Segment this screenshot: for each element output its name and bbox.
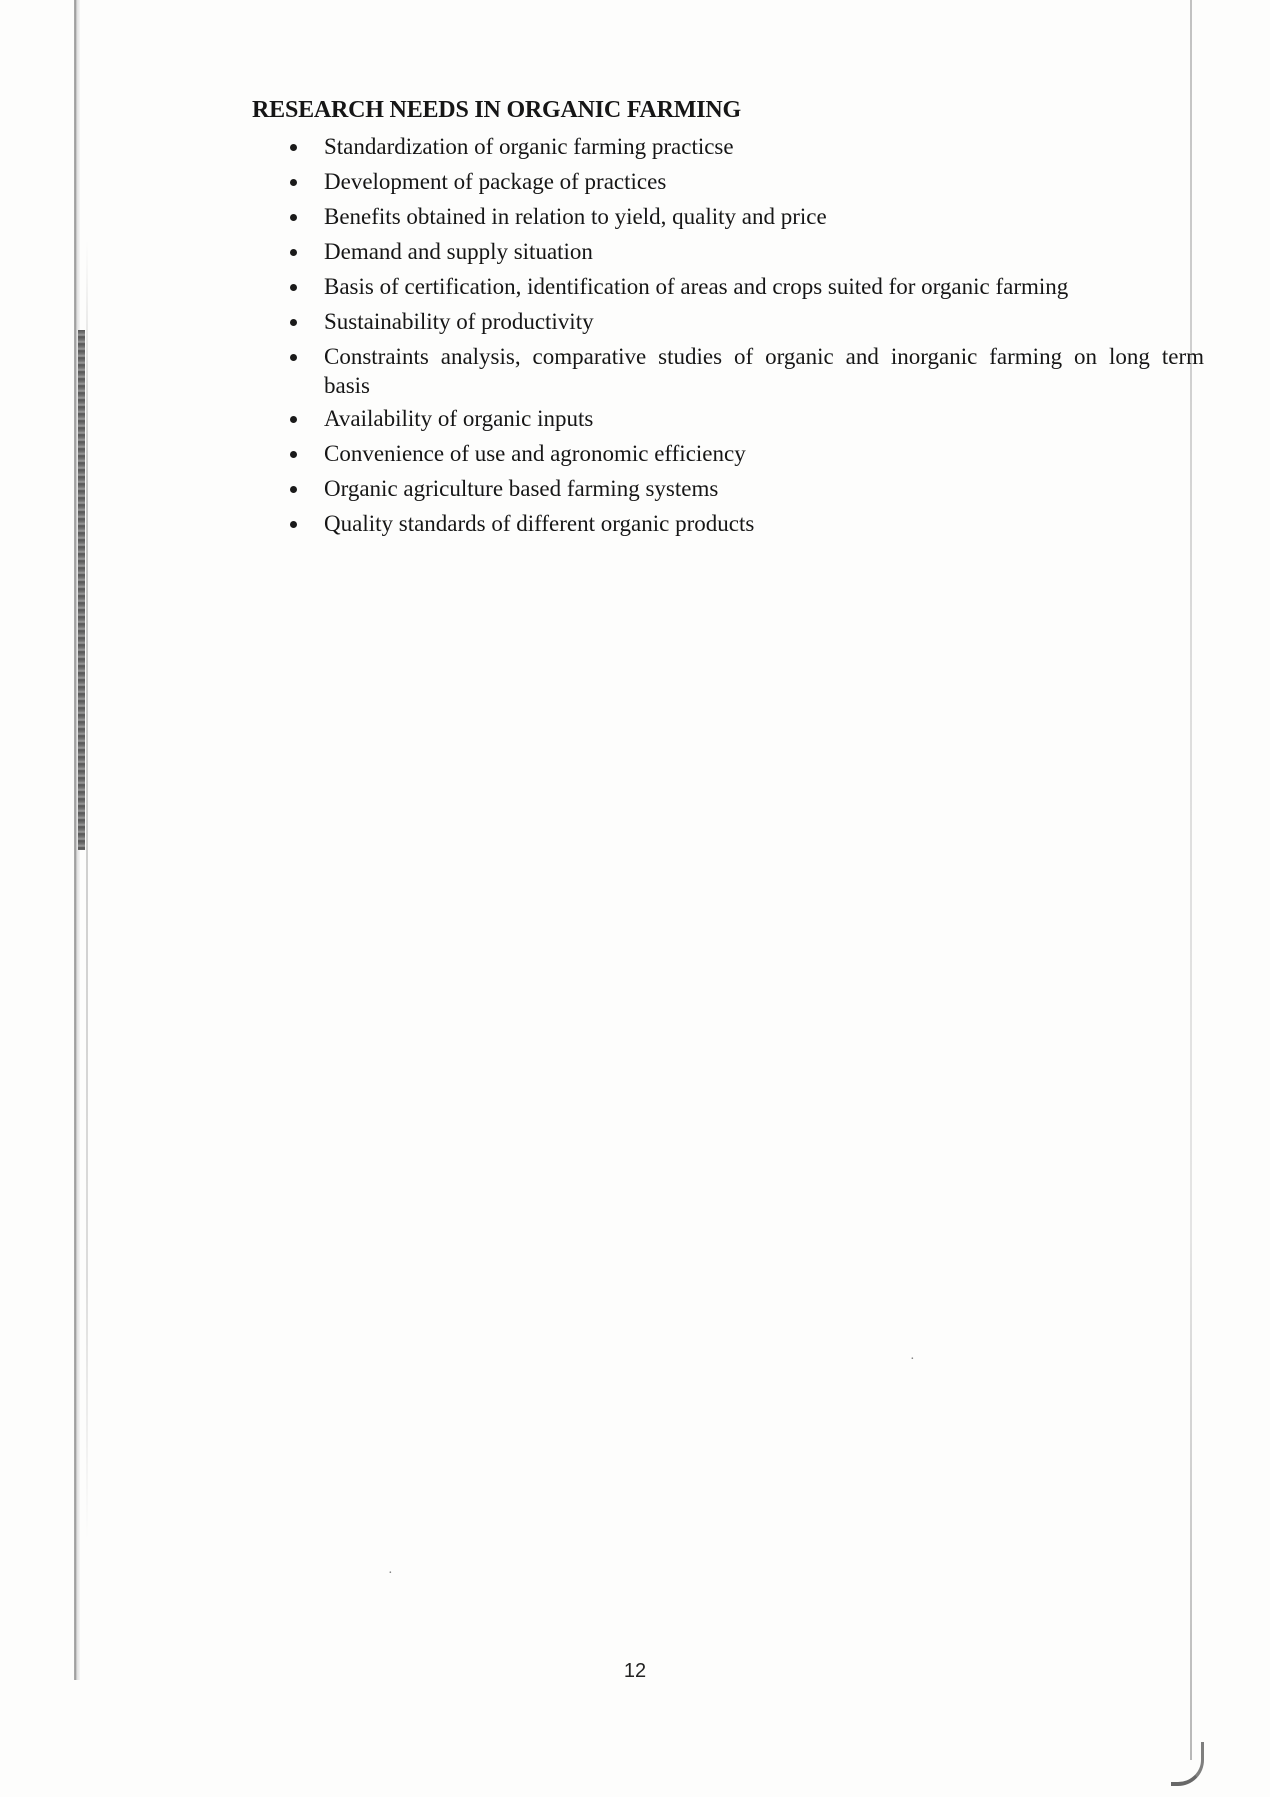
list-item-text: Organic agriculture based farming systems <box>324 476 719 501</box>
research-needs-list <box>252 132 1202 544</box>
list-item-text: Quality standards of different organic products <box>324 511 755 536</box>
list-item-text: Availability of organic inputs <box>324 406 594 431</box>
bullet-icon <box>290 144 297 151</box>
bullet-icon <box>290 284 297 291</box>
bullet-icon <box>290 214 297 221</box>
list-item-text: Benefits obtained in relation to yield, quality and price <box>324 204 827 229</box>
bullet-icon <box>290 486 297 493</box>
list-item-text: Basis of certification, identification of areas and crops suited for organic farming <box>324 274 1069 299</box>
list-item <box>252 474 1202 503</box>
list-item <box>252 237 1202 266</box>
list-item-text: Standardization of organic farming practicse <box>324 134 734 159</box>
list-item-text: Constraints analysis, comparative studies of organic and inorganic farming on long term basis <box>324 344 1204 398</box>
bullet-icon <box>290 416 297 423</box>
list-item-text: Sustainability of productivity <box>324 309 594 334</box>
list-item <box>252 404 1202 433</box>
bullet-icon <box>290 179 297 186</box>
bullet-icon <box>290 354 297 361</box>
list-item-text: Convenience of use and agronomic efficiency <box>324 441 746 466</box>
section-heading: RESEARCH NEEDS IN ORGANIC FARMING <box>252 97 741 123</box>
binding-shadow <box>78 330 85 850</box>
bullet-icon <box>290 521 297 528</box>
page-curl-corner <box>1171 1742 1204 1786</box>
list-item <box>252 307 1202 336</box>
list-item <box>252 272 1202 301</box>
bullet-icon <box>290 319 297 326</box>
list-item <box>252 132 1202 161</box>
list-item <box>252 439 1202 468</box>
list-item-text: Demand and supply situation <box>324 239 593 264</box>
binding-fold-line <box>86 240 88 1540</box>
list-item-text: Development of package of practices <box>324 169 667 194</box>
bullet-icon <box>290 451 297 458</box>
list-item <box>252 342 1204 400</box>
bullet-icon <box>290 249 297 256</box>
scan-speck: · <box>910 1352 915 1367</box>
page-number: 12 <box>623 1660 647 1682</box>
list-item <box>252 509 1202 538</box>
list-item <box>252 202 1202 231</box>
list-item <box>252 167 1202 196</box>
scan-speck: · <box>388 1566 393 1581</box>
